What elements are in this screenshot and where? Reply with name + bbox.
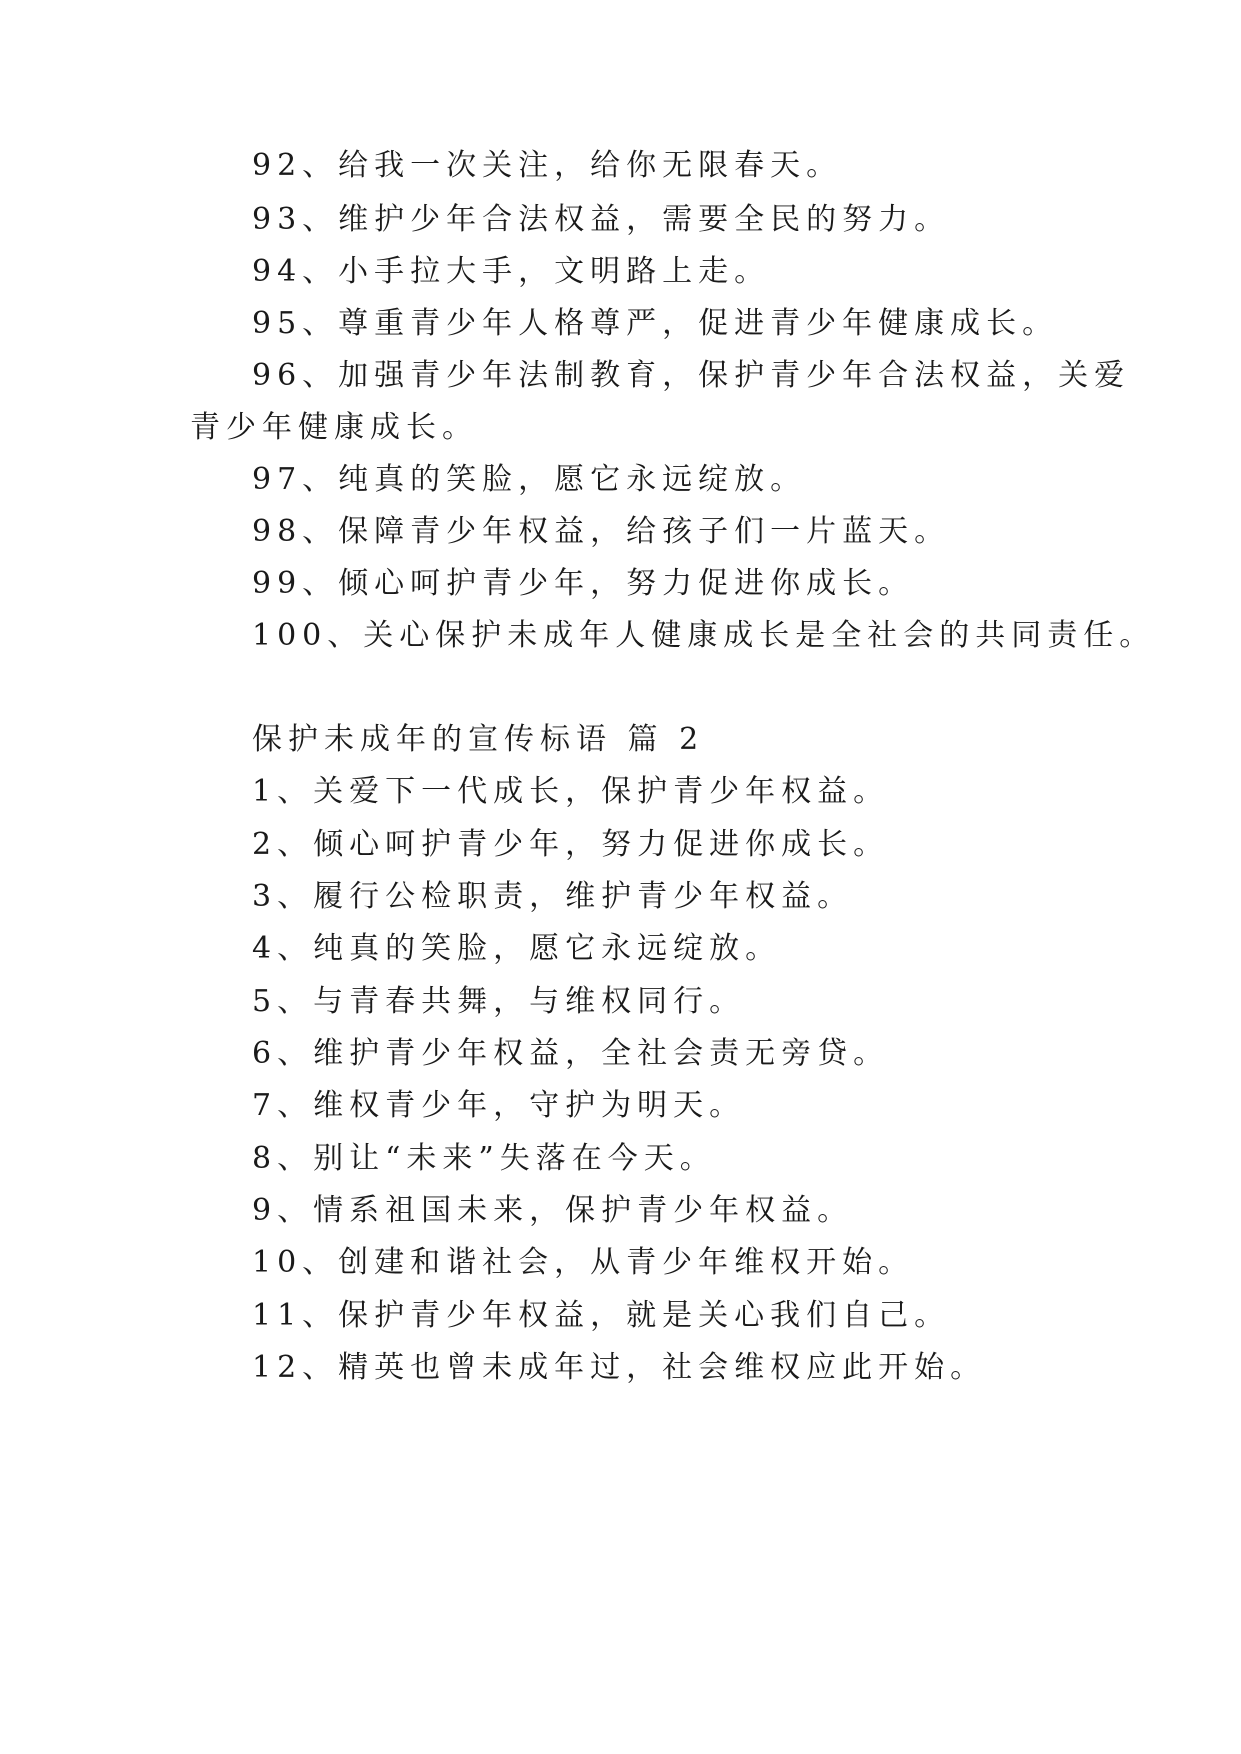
list-item: 12、精英也曾未成年过，社会维权应此开始。 xyxy=(252,1350,987,1385)
list-item: 99、倾心呵护青少年，努力促进你成长。 xyxy=(252,566,915,601)
section-heading: 保护未成年的宣传标语 篇 2 xyxy=(252,722,705,757)
list-item: 10、创建和谐社会，从青少年维权开始。 xyxy=(252,1245,915,1280)
list-item: 5、与青春共舞，与维权同行。 xyxy=(252,984,746,1019)
list-item: 6、维护青少年权益，全社会责无旁贷。 xyxy=(252,1036,890,1071)
list-item: 9、情系祖国未来，保护青少年权益。 xyxy=(252,1193,854,1228)
list-item: 100、关心保护未成年人健康成长是全社会的共同责任。 xyxy=(252,618,1156,653)
list-item: 98、保障青少年权益，给孩子们一片蓝天。 xyxy=(252,514,951,549)
list-item: 92、给我一次关注，给你无限春天。 xyxy=(252,148,843,183)
list-item: 2、倾心呵护青少年，努力促进你成长。 xyxy=(252,827,890,862)
list-item: 93、维护少年合法权益，需要全民的努力。 xyxy=(252,202,951,237)
list-item: 8、别让“未来”失落在今天。 xyxy=(252,1141,716,1176)
list-item: 94、小手拉大手，文明路上走。 xyxy=(252,254,771,289)
list-item: 97、纯真的笑脸，愿它永远绽放。 xyxy=(252,462,807,497)
list-item: 7、维权青少年，守护为明天。 xyxy=(252,1088,746,1123)
list-item: 3、履行公检职责，维护青少年权益。 xyxy=(252,879,854,914)
list-item: 4、纯真的笑脸，愿它永远绽放。 xyxy=(252,931,782,966)
list-item: 96、加强青少年法制教育，保护青少年合法权益，关爱 xyxy=(252,358,1131,393)
list-item: 11、保护青少年权益，就是关心我们自己。 xyxy=(252,1298,951,1333)
list-item-continuation: 青少年健康成长。 xyxy=(190,410,478,445)
list-item: 95、尊重青少年人格尊严，促进青少年健康成长。 xyxy=(252,306,1059,341)
list-item: 1、关爱下一代成长，保护青少年权益。 xyxy=(252,774,890,809)
